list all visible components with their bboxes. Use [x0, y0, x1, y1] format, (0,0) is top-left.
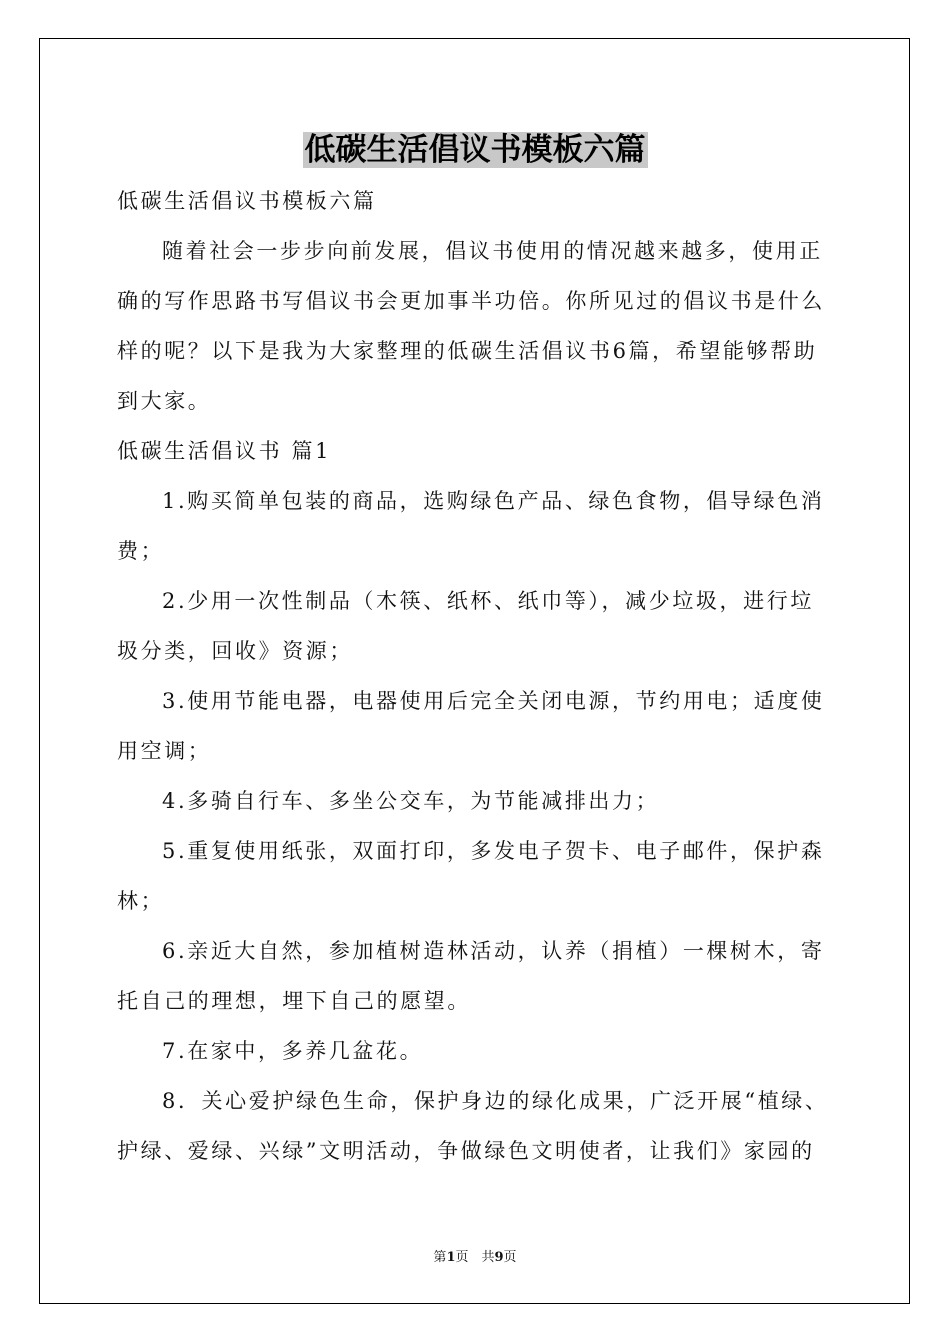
list-item-continued: 护绿、爱绿、兴绿”文明活动，争做绿色文明使者，让我们》家园的: [117, 1139, 815, 1163]
footer-suffix: 页: [503, 1250, 517, 1265]
intro-line: 确的写作思路书写倡议书会更加事半功倍。你所见过的倡议书是什么: [117, 289, 825, 313]
intro-line: 到大家。: [117, 389, 212, 413]
document-subtitle: 低碳生活倡议书模板六篇: [117, 189, 377, 213]
page-footer: [0, 1246, 950, 1265]
list-item-continued: 托自己的理想，埋下自己的愿望。: [117, 989, 471, 1013]
list-item: 2.少用一次性制品（木筷、纸杯、纸巾等），减少垃圾，进行垃: [162, 589, 814, 613]
list-item: 4.多骑自行车、多坐公交车，为节能减排出力；: [162, 789, 660, 813]
list-item: 3.使用节能电器，电器使用后完全关闭电源，节约用电；适度使: [162, 689, 825, 713]
list-item: 5.重复使用纸张，双面打印，多发电子贺卡、电子邮件，保护森: [162, 839, 825, 863]
footer-prefix: 第: [433, 1250, 447, 1265]
list-item: 8．关心爱护绿色生命，保护身边的绿化成果，广泛开展“植绿、: [162, 1089, 829, 1113]
section-heading: 低碳生活倡议书 篇1: [117, 439, 332, 463]
list-item: 1.购买简单包装的商品，选购绿色产品、绿色食物，倡导绿色消: [162, 489, 825, 513]
list-item-continued: 用空调；: [117, 739, 212, 763]
intro-line: 随着社会一步步向前发展，倡议书使用的情况越来越多，使用正: [162, 239, 823, 263]
intro-line: 样的呢？以下是我为大家整理的低碳生活倡议书6篇，希望能够帮助: [117, 339, 818, 363]
page-total: 9: [494, 1250, 504, 1265]
page-current: 1: [446, 1250, 456, 1265]
list-item-continued: 费；: [117, 539, 165, 563]
list-item: 7.在家中，多养几盆花。: [162, 1039, 424, 1063]
footer-mid: 页 共: [455, 1250, 495, 1265]
document-title: 低碳生活倡议书模板六篇: [304, 132, 646, 168]
list-item-continued: 圾分类，回收》资源；: [117, 639, 353, 663]
list-item-continued: 林；: [117, 889, 165, 913]
list-item: 6.亲近大自然，参加植树造林活动，认养（捐植）一棵树木，寄: [162, 939, 825, 963]
